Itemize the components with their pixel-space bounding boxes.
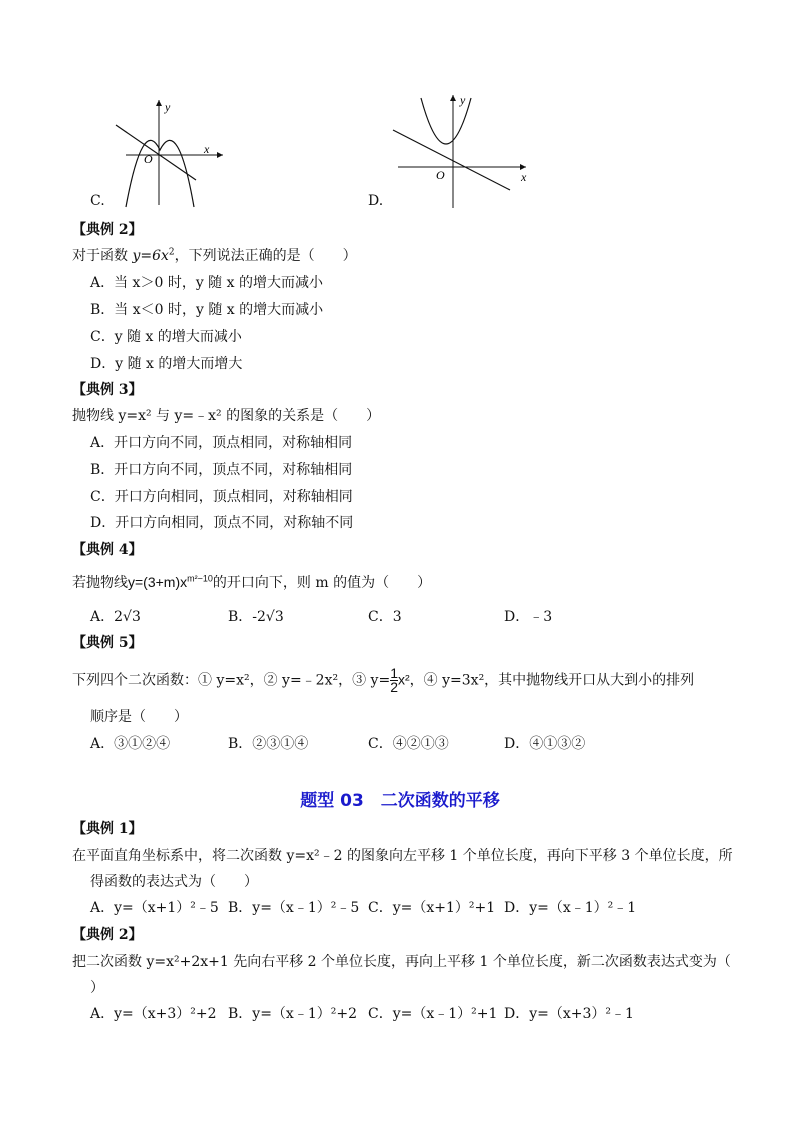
ex2-option-c[interactable]: C．y 随 x 的增大而减小 [90,329,242,345]
s3-ex1-heading: 【典例 1】 [72,821,143,837]
ex4-option-d[interactable]: D．﹣3 [504,609,553,625]
ex4-heading: 【典例 4】 [72,542,143,558]
y-axis-arrow [450,95,456,101]
line-curve [116,125,196,180]
s3-ex1-option-c[interactable]: C．y=（x+1）²+1 [368,900,496,916]
ex2-heading: 【典例 2】 [72,222,143,238]
ex4-stem: 若抛物线$y=(3+m)x^{m^2-10}$的开口向下，则 m 的值为（ ） [72,573,432,591]
section-title: 题型 03 二次函数的平移 [300,791,500,811]
ex3-option-c[interactable]: C．开口方向相同，顶点相同，对称轴相同 [90,489,353,505]
ex5-heading: 【典例 5】 [72,635,143,651]
origin-label: O [436,168,445,182]
s3-ex2-stem-line2: ） [90,980,104,996]
s3-ex2-option-b[interactable]: B．y=（x﹣1）²+2 [228,1006,357,1022]
ex4-option-a[interactable]: A．2√3 [90,609,141,625]
graph-d-label: D. [368,193,384,209]
s3-ex1-option-a[interactable]: A．y=（x+1）²﹣5 [90,900,219,916]
s3-ex1-stem-line2: 得函数的表达式为（ ） [90,874,258,890]
graph-c-label: C. [90,193,105,209]
y-axis-label: y [165,100,171,114]
ex2-option-b[interactable]: B．当 x＜0 时，y 随 x 的增大而减小 [90,302,324,318]
ex5-option-d[interactable]: D．④①③② [504,736,586,752]
ex3-option-b[interactable]: B．开口方向不同，顶点不同，对称轴相同 [90,462,353,478]
s3-ex1-option-d[interactable]: D．y=（x﹣1）²﹣1 [504,900,637,916]
x-axis-label: x [204,142,210,156]
ex4-option-b[interactable]: B．-2√3 [228,609,284,625]
ex2-option-d[interactable]: D．y 随 x 的增大而增大 [90,356,243,372]
x-axis-label: x [521,170,527,184]
s3-ex2-option-a[interactable]: A．y=（x+3）²+2 [90,1006,217,1022]
ex5-stem-line2: 顺序是（ ） [90,709,188,725]
s3-ex2-heading: 【典例 2】 [72,927,143,943]
ex5-stem: 下列四个二次函数：① y=x²，② y=﹣2x²，③ y= $\frac{1}{2}$ x²，④ y=3x²，其中抛物线开口从大到小的排列 [72,665,695,695]
ex3-option-a[interactable]: A．开口方向不同，顶点相同，对称轴相同 [90,435,353,451]
ex5-option-c[interactable]: C．④②①③ [368,736,449,752]
y-axis-label: y [460,93,466,107]
graph-d [388,90,538,212]
s3-ex2-option-d[interactable]: D．y=（x+3）²﹣1 [504,1006,634,1022]
ex2-stem: 对于函数 $y=6x^2$，下列说法正确的是（ ） [72,247,357,264]
graph-c [108,95,228,210]
ex4-option-c[interactable]: C．3 [368,609,402,625]
s3-ex1-stem: 在平面直角坐标系中，将二次函数 y=x²﹣2 的图象向左平移 1 个单位长度，再向下平移 3 个单位长度，所 [72,848,733,864]
ex3-option-d[interactable]: D．开口方向相同，顶点不同，对称轴不同 [90,515,354,531]
ex3-heading: 【典例 3】 [72,382,143,398]
y-axis-arrow [156,100,162,106]
ex5-option-b[interactable]: B．②③①④ [228,736,309,752]
s3-ex2-stem: 把二次函数 y=x²+2x+1 先向右平移 2 个单位长度，再向上平移 1 个单位长度，新二次函数表达式变为（ [72,954,731,970]
ex2-option-a[interactable]: A．当 x＞0 时，y 随 x 的增大而减小 [90,275,323,291]
x-axis-arrow [217,152,223,158]
fraction: $\frac{1}{2}$ [390,665,398,695]
s3-ex2-option-c[interactable]: C．y=（x﹣1）²+1 [368,1006,498,1022]
ex5-option-a[interactable]: A．③①②④ [90,736,171,752]
origin-label: O [144,152,153,166]
line-curve [393,130,510,190]
ex3-stem: 抛物线 y=x² 与 y=﹣x² 的图象的关系是（ ） [72,408,381,424]
parabola-curve [126,140,194,207]
s3-ex1-option-b[interactable]: B．y=（x﹣1）²﹣5 [228,900,360,916]
